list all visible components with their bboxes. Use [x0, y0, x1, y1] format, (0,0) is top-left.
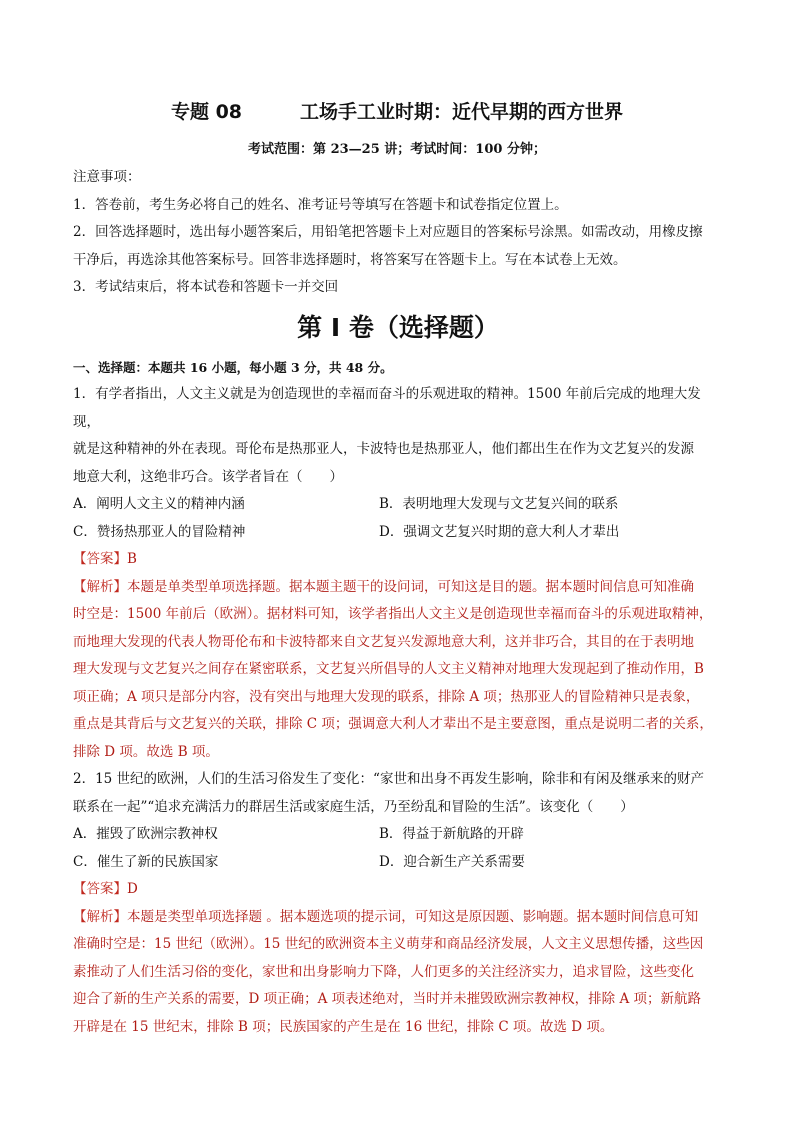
topic-title: 工场手工业时期：近代早期的西方世界 [300, 101, 624, 123]
analysis-line: 时空是：1500 年前后（欧洲）。据材料可知，该学者指出人文主义是创造现世幸福而奋斗的乐观进取精神， [73, 606, 713, 622]
option-d: D．强调文艺复兴时期的意大利人才辈出 [379, 523, 620, 540]
option-b: B．表明地理大发现与文艺复兴间的联系 [379, 496, 619, 512]
note-item: 3．考试结束后，将本试卷和答题卡一并交回 [73, 279, 339, 295]
analysis-text: 本题是单类型单项选择题。据本题主题干的设问词，可知这是目的题。据本题时间信息可知准确 [127, 578, 694, 595]
answer-tag: 【答案】 [73, 551, 127, 567]
question-1 [73, 381, 723, 766]
analysis-line [73, 574, 723, 602]
question-stem-line: 地意大利，这绝非巧合。该学者旨在（ ） [73, 468, 343, 485]
option-a: A．摧毁了欧洲宗教神权 [73, 826, 218, 842]
analysis-line: 项正确；A 项只是部分内容，没有突出与地理大发现的联系，排除 A 项；热那亚人的冒险精神只是表象， [73, 688, 700, 705]
analysis-line [73, 904, 723, 932]
section-heading: 一、选择题：本题共 16 小题，每小题 3 分，共 48 分。 [73, 359, 393, 375]
question-2 [73, 766, 723, 1041]
analysis-line: 开辟是在 15 世纪末，排除 B 项；民族国家的产生是在 16 世纪，排除 C 项。故选 D 项。 [73, 1018, 614, 1035]
analysis-line: 重点是其背后与文艺复兴的关联，排除 C 项；强调意大利人才辈出不是主要意图，重点是说明二者的关系， [73, 716, 713, 732]
analysis-tag: 【解析】 [73, 908, 127, 925]
option-b: B．得益于新航路的开辟 [379, 826, 524, 842]
question-stem-line: 1．有学者指出，人文主义就是为创造现世的幸福而奋斗的乐观进取的精神。1500 年前后完成的地理大发现， [73, 386, 701, 430]
option-a: A．阐明人文主义的精神内涵 [73, 496, 245, 512]
option-c: C．催生了新的民族国家 [73, 853, 219, 870]
notes-heading: 注意事项： [73, 169, 141, 185]
option-c: C．赞扬热那亚人的冒险精神 [73, 523, 246, 540]
answer-value: D [127, 881, 138, 897]
analysis-line: 排除 D 项。故选 B 项。 [73, 743, 219, 760]
document-body [73, 164, 723, 1041]
volume-title: 第 I 卷（选择题） [297, 312, 499, 342]
question-stem-line: 2．15 世纪的欧洲，人们的生活习俗发生了变化：“家世和出身不再发生影响，除非和有闲及继承来的财产 [73, 771, 704, 787]
note-item: 干净后，再选涂其他答案标号。回答非选择题时，将答案写在答题卡上。写在本试卷上无效。 [73, 251, 627, 268]
analysis-line: 准确时空是：15 世纪（欧洲）。15 世纪的欧洲资本主义萌芽和商品经济发展，人文主义思想传播，这些因 [73, 936, 704, 952]
answer-line [73, 546, 723, 574]
option-row [73, 519, 723, 547]
analysis-line: 理大发现与文艺复兴之间存在紧密联系，文艺复兴所倡导的人文主义精神对地理大发现起到了推动作用，B [73, 661, 704, 677]
note-item: 2．回答选择题时，选出每小题答案后，用铅笔把答题卡上对应题目的答案标号涂黑。如需改动，用橡皮擦 [73, 224, 703, 240]
option-row [73, 821, 723, 849]
analysis-line: 而地理大发现的代表人物哥伦布和卡波特都来自文艺复兴发源地意大利，这并非巧合，其目的在于表明地 [73, 633, 694, 650]
option-row [73, 849, 723, 877]
page-title [0, 97, 794, 124]
note-item: 1．答卷前，考生务必将自己的姓名、准考证号等填写在答题卡和试卷指定位置上。 [73, 196, 568, 213]
question-stem-line: 联系在一起”“追求充满活力的群居生活或家庭生活，乃至纷乱和冒险的生活”。该变化（ ） [73, 798, 634, 815]
answer-value: B [127, 551, 137, 567]
option-row [73, 491, 723, 519]
exam-info: 考试范围：第 23—25 讲；考试时间：100 分钟； [248, 142, 546, 157]
analysis-text: 本题是类型单项选择题 。据本题选项的提示词，可知这是原因题、影响题。据本题时间信息可知 [127, 908, 699, 925]
analysis-line: 素推动了人们生活习俗的变化，家世和出身影响力下降，人们更多的关注经济实力，追求冒险，这些变化 [73, 963, 694, 980]
answer-line [73, 876, 723, 904]
question-stem-line: 就是这种精神的外在表现。哥伦布是热那亚人，卡波特也是热那亚人，他们都出生在作为文艺复兴的发源 [73, 441, 694, 457]
analysis-tag: 【解析】 [73, 578, 127, 595]
answer-tag: 【答案】 [73, 881, 127, 897]
topic-label: 专题 08 [170, 101, 243, 123]
analysis-line: 迎合了新的生产关系的需要，D 项正确；A 项表述绝对，当时并未摧毁欧洲宗教神权，排除 A 项；新航路 [73, 991, 701, 1007]
option-d: D．迎合新生产关系需要 [379, 853, 525, 870]
